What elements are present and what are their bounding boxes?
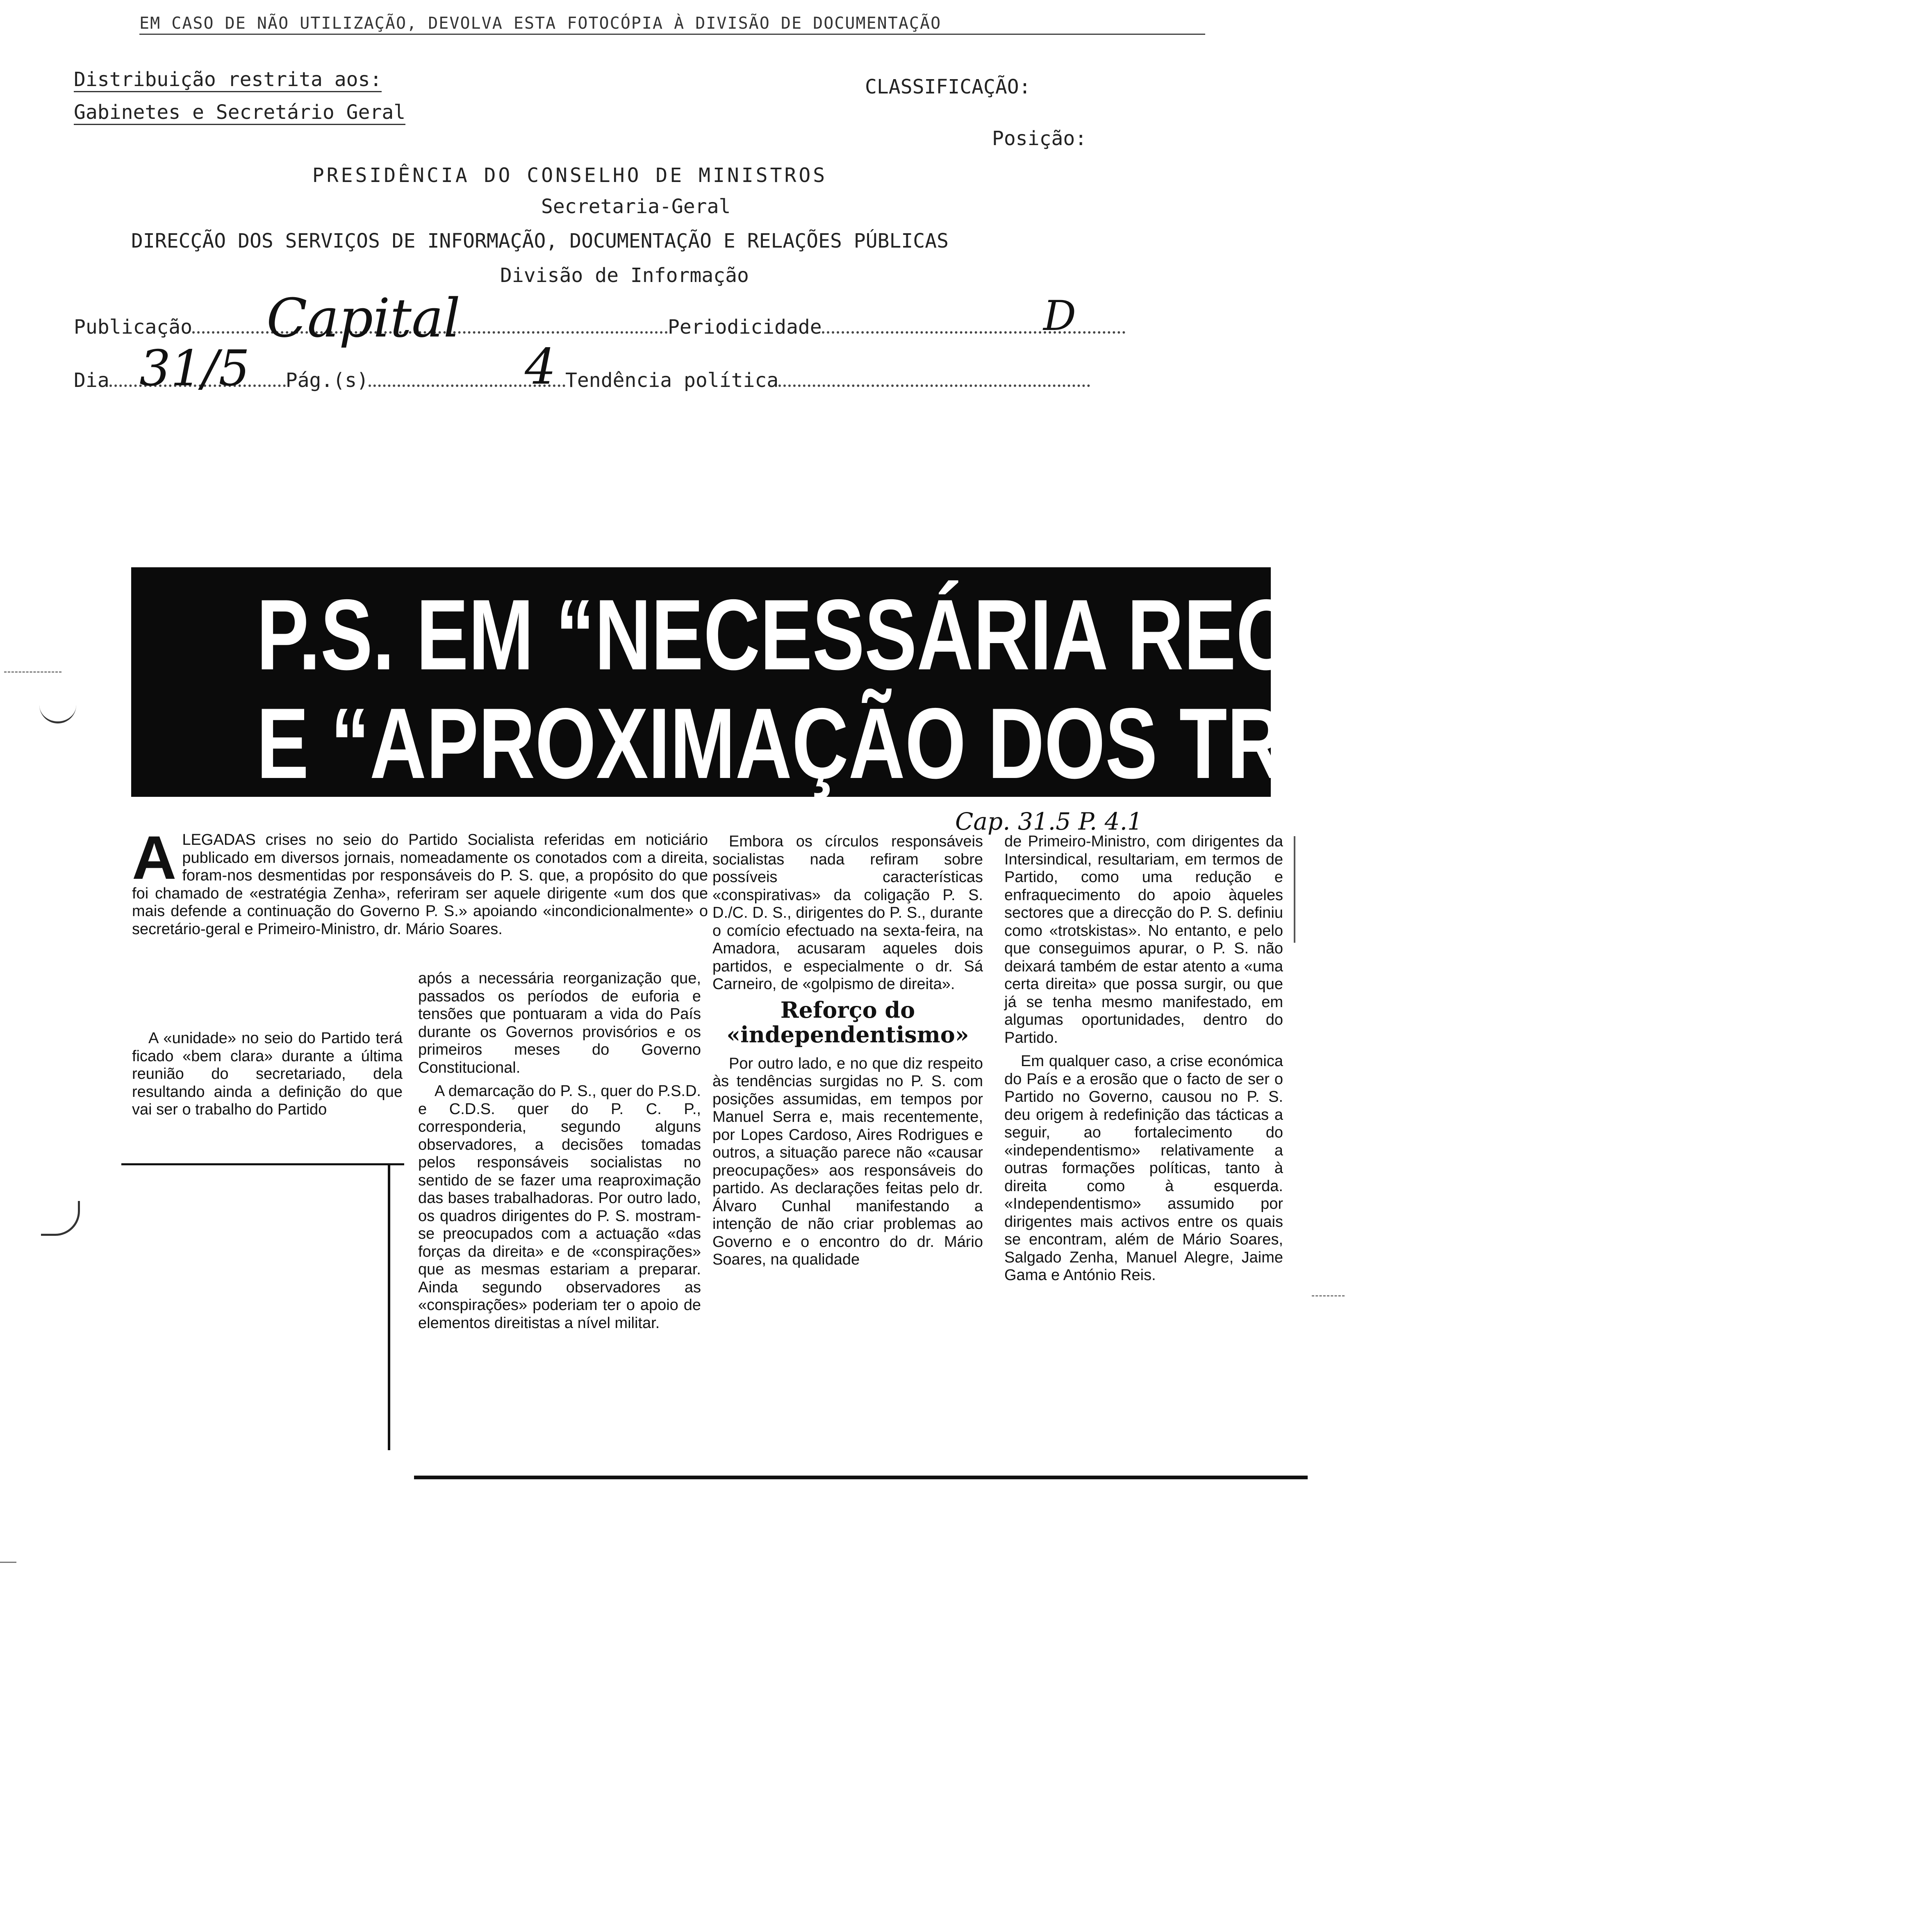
article-column-2 <box>418 970 701 1332</box>
archive-notice: EM CASO DE NÃO UTILIZAÇÃO, DEVOLVA ESTA FOTOCÓPIA À DIVISÃO DE DOCUMENTAÇÃO <box>139 14 1205 35</box>
article-paragraph: A «unidade» no seio do Partido terá ficado «bem clara» durante a última reunião do secretariado, dela resultando ainda a definição do que vai ser o trabalho do Partido <box>132 1030 403 1118</box>
institution-title: PRESIDÊNCIA DO CONSELHO DE MINISTROS <box>312 164 828 187</box>
margin-dash <box>0 1562 16 1563</box>
column-vertical-rule <box>1294 836 1295 943</box>
article-paragraph: Embora os círculos responsáveis socialistas nada refiram sobre possíveis características «conspirativas» da coligação P. S. D./C. D. S., dirigentes do P. S., durante o comício efectuado na sexta-feira, na Amadora, acusaram aqueles dois partidos, e especialmente o dr. Sá Carneiro, de «golpismo de direita». <box>712 833 983 993</box>
margin-dash <box>1312 1295 1345 1296</box>
periodicity-handwritten: D <box>1043 292 1076 340</box>
article-column-1b <box>132 1030 403 1119</box>
article-paragraph: Em qualquer caso, a crise económica do País e a erosão que o facto de ser o Partido no Governo, causou no P. S. deu origem à redefinição das tácticas a seguir, ao fortalecimento do «independentismo» relativamente a outras formações políticas, tanto à direita como à esquerda. «Independentismo» assumido por dirigentes mais activos entre os quais se encontram, além de Mário Soares, Salgado Zenha, Manuel Alegre, Jaime Gama e António Reis. <box>1004 1053 1283 1284</box>
article-column-3 <box>712 833 983 1269</box>
article-paragraph: A demarcação do P. S., quer do P.S.D. e C.D.S. quer do P. C. P., corresponderia, segundo alguns observadores, a decisões tomadas pelos responsáveis socialistas no sentido de se fazer uma reaproximação das bases trabalhadoras. Por outro lado, os quadros dirigentes do P. S. mostram-se preocupados com a actuação «das forças da direita» e de «conspirações» que as mesmas estariam a preparar. Ainda segundo observadores as «conspirações» poderiam ter o apoio de elementos direitistas a nível militar. <box>418 1083 701 1332</box>
punch-mark <box>39 697 76 723</box>
clipping-reference-handwritten: Cap. 31.5 P. 4.1 <box>955 807 1142 835</box>
tendency-label: Tendência política <box>565 369 779 392</box>
date-row <box>74 369 1263 392</box>
article-paragraph: de Primeiro-Ministro, com dirigentes da Intersindical, resultariam, em termos de Partido, como uma redução e enfraquecimento do apoio àqueles sectores que a direcção do P. S. definiu como «trotskistas». No entanto, e pelo que conseguimos apurar, o P. S. não deixará também de estar atento a «uma certa direita» que possa surgir, ou que já se tenha mesmo manifestado, em algumas oportunidades, dentro do Partido. <box>1004 833 1283 1046</box>
subheading: Reforço do «independentismo» <box>726 996 969 1048</box>
pages-label: Pág.(s) <box>285 369 369 392</box>
dropcap: A <box>132 823 177 892</box>
day-handwritten: 31/5 <box>139 340 250 397</box>
pages-handwritten: 4 <box>525 339 556 396</box>
directorate-title: DIRECÇÃO DOS SERVIÇOS DE INFORMAÇÃO, DOCUMENTAÇÃO E RELAÇÕES PÚBLICAS <box>131 230 949 252</box>
article-column-4 <box>1004 833 1283 1285</box>
distribution-line-2: Gabinetes e Secretário Geral <box>74 101 405 125</box>
secretariat-title: Secretaria-Geral <box>541 195 731 218</box>
bottom-rule <box>414 1476 1308 1479</box>
publication-row <box>74 316 1263 339</box>
position-label: Posição: <box>992 127 1087 150</box>
day-label: Dia <box>74 369 109 392</box>
article-paragraph: LEGADAS crises no seio do Partido Socialista referidas em noticiário publicado em diversos jornais, nomeadamente os conotados com a direita, foram-nos desmentidas por responsáveis do P. S. que, a propósito do que foi chamado de «estratégia Zenha», referiram ser aquele dirigente «um dos que mais defende a continuação do Governo P. S.» apoiando «incondicionalmente» o secretário-geral e Primeiro-Ministro, dr. Mário Soares. <box>132 831 708 938</box>
headline-line-2: E “APROXIMAÇÃO DOS TRABALHADORES” <box>256 687 1932 799</box>
article-paragraph: após a necessária reorganização que, passados os períodos de euforia e tensões que pontuaram a vida do País durante os Governos provisórios e os primeiros meses do Governo Constitucional. <box>418 970 701 1076</box>
article-paragraph: Por outro lado, e no que diz respeito às tendências surgidas no P. S. com posições assumidas, em tempos por Manuel Serra e, mais recentemente, por Lopes Cardoso, Aires Rodrigues e outros, a situação parece não «causar preocupações» aos responsáveis do partido. As declarações feitas pelo dr. Álvaro Cunhal manifestando a intenção de não criar problemas ao Governo e o encontro do dr. Mário Soares, na qualidade <box>712 1055 983 1268</box>
periodicity-label: Periodicidade <box>667 316 822 339</box>
division-title: Divisão de Informação <box>500 264 749 287</box>
publication-label: Publicação <box>74 316 192 339</box>
article-column-1 <box>132 823 708 938</box>
publication-handwritten: Capital <box>266 287 461 349</box>
headline-line-1: P.S. EM “NECESSÁRIA REORGANIZAÇÃO” <box>256 578 1867 691</box>
column-vertical-rule <box>388 1163 390 1450</box>
margin-dash <box>4 671 61 673</box>
headline-banner <box>131 567 1932 799</box>
classification-label: CLASSIFICAÇÃO: <box>865 75 1031 98</box>
distribution-line-1: Distribuição restrita aos: <box>74 68 382 92</box>
punch-mark <box>41 1201 80 1236</box>
column-rule <box>121 1163 404 1165</box>
